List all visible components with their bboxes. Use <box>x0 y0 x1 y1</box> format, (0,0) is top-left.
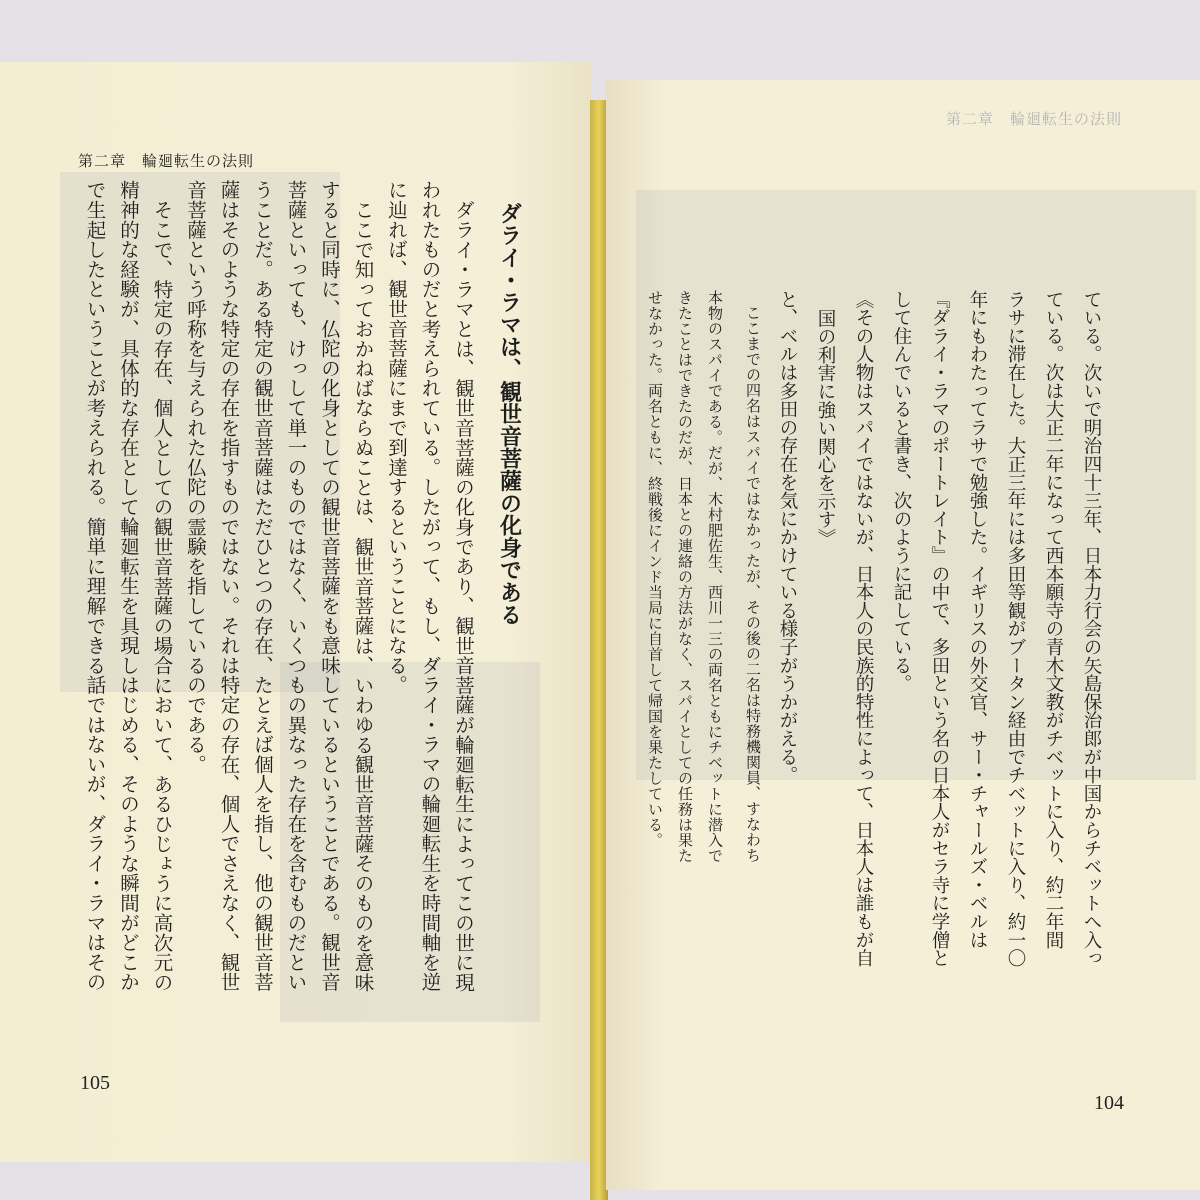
running-header: 第二章 輪廻転生の法則 <box>78 152 255 170</box>
text-column: ダライ・ラマとは、観世音菩薩の化身であり、観世音菩薩が輪廻転生によってこの世に現 <box>452 199 475 992</box>
text-column: うことだ。ある特定の観世音菩薩はただひとつの存在、たとえば個人を指し、他の観世音菩 <box>251 180 274 992</box>
quote-column: 国の利害に強い関心を示す》 <box>815 308 836 547</box>
text-column: 『ダライ・ラマのポートレイト』の中で、多田という名の日本人がセラ寺に学僧と <box>929 290 950 968</box>
text-column: 年にもわたってラサで勉強した。イギリスの外交官、サー・チャールズ・ベルは <box>967 290 988 949</box>
note-column: ここまでの四名はスパイではなかったが、その後の二名は特務機関員、すなわち <box>744 305 762 863</box>
text-column: 薩はそのような特定の存在を指すものではない。それは特定の存在、個人でさえなく、観世 <box>217 180 241 992</box>
right-page-text <box>640 290 1110 980</box>
text-column: ている。次いで明治四十三年、日本力行会の矢島保治郎が中国からチベットへ入っ <box>1081 290 1102 968</box>
text-column: 精神的な経験が、具体的な存在として輪廻転生を具現しはじめる、そのような瞬間がどこか <box>117 180 140 992</box>
text-column: ラサに滞在した。大正三年には多田等観がブータン経由でチベットに入り、約一〇 <box>1005 290 1026 968</box>
text-column: われたものだと考えられている。したがって、もし、ダライ・ラマの輪廻転生を時間軸を逆 <box>418 180 442 992</box>
text-column: で生起したということが考えられる。簡単に理解できる話ではないが、ダライ・ラマはその <box>83 180 107 992</box>
text-column: して住んでいると書き、次のように記している。 <box>891 290 912 693</box>
note-column: せなかった。両名ともに、終戦後にインド当局に自首して帰国を果たしている。 <box>646 290 664 848</box>
quote-column: 《その人物はスパイではないが、日本人の民族的特性によって、日本人は誰もが自 <box>853 290 874 968</box>
running-header: 第二章 輪廻転生の法則 <box>946 110 1123 128</box>
text-column: に辿れば、観世音菩薩にまで到達するということになる。 <box>385 180 408 695</box>
text-column: ている。次は大正二年になって西本願寺の青木文教がチベットに入り、約二年間 <box>1043 290 1064 949</box>
text-column: 音菩薩という呼称を与えられた仏陀の霊験を指しているのである。 <box>184 180 207 774</box>
note-column: 本物のスパイである。だが、木村肥佐生、西川一三の両名ともにチベットに潜入で <box>706 290 724 864</box>
page-number: 105 <box>80 1072 110 1094</box>
text-column: そこで、特定の存在、個人としての観世音菩薩の場合において、あるひじょうに高次元の <box>150 199 174 992</box>
text-column: ここで知っておかねばならぬことは、観世音菩薩は、いわゆる観世音菩薩そのものを意味 <box>351 199 375 992</box>
page-number: 104 <box>1094 1092 1124 1114</box>
section-heading: ダライ・ラマは、観世音菩薩の化身である <box>496 202 522 626</box>
text-column: 菩薩といっても、けっして単一のものではなく、いくつもの異なった存在を含むものだとい <box>284 180 308 992</box>
text-column: すると同時に、仏陀の化身としての観世音菩薩をも意味しているということである。観世音 <box>318 180 341 992</box>
text-column: と、ベルは多田の存在を気にかけている様子がうかがえる。 <box>777 290 798 785</box>
note-column: きたことはできたのだが、日本との連絡の方法がなく、スパイとしての任務は果た <box>676 290 694 864</box>
left-page-text <box>78 180 526 992</box>
